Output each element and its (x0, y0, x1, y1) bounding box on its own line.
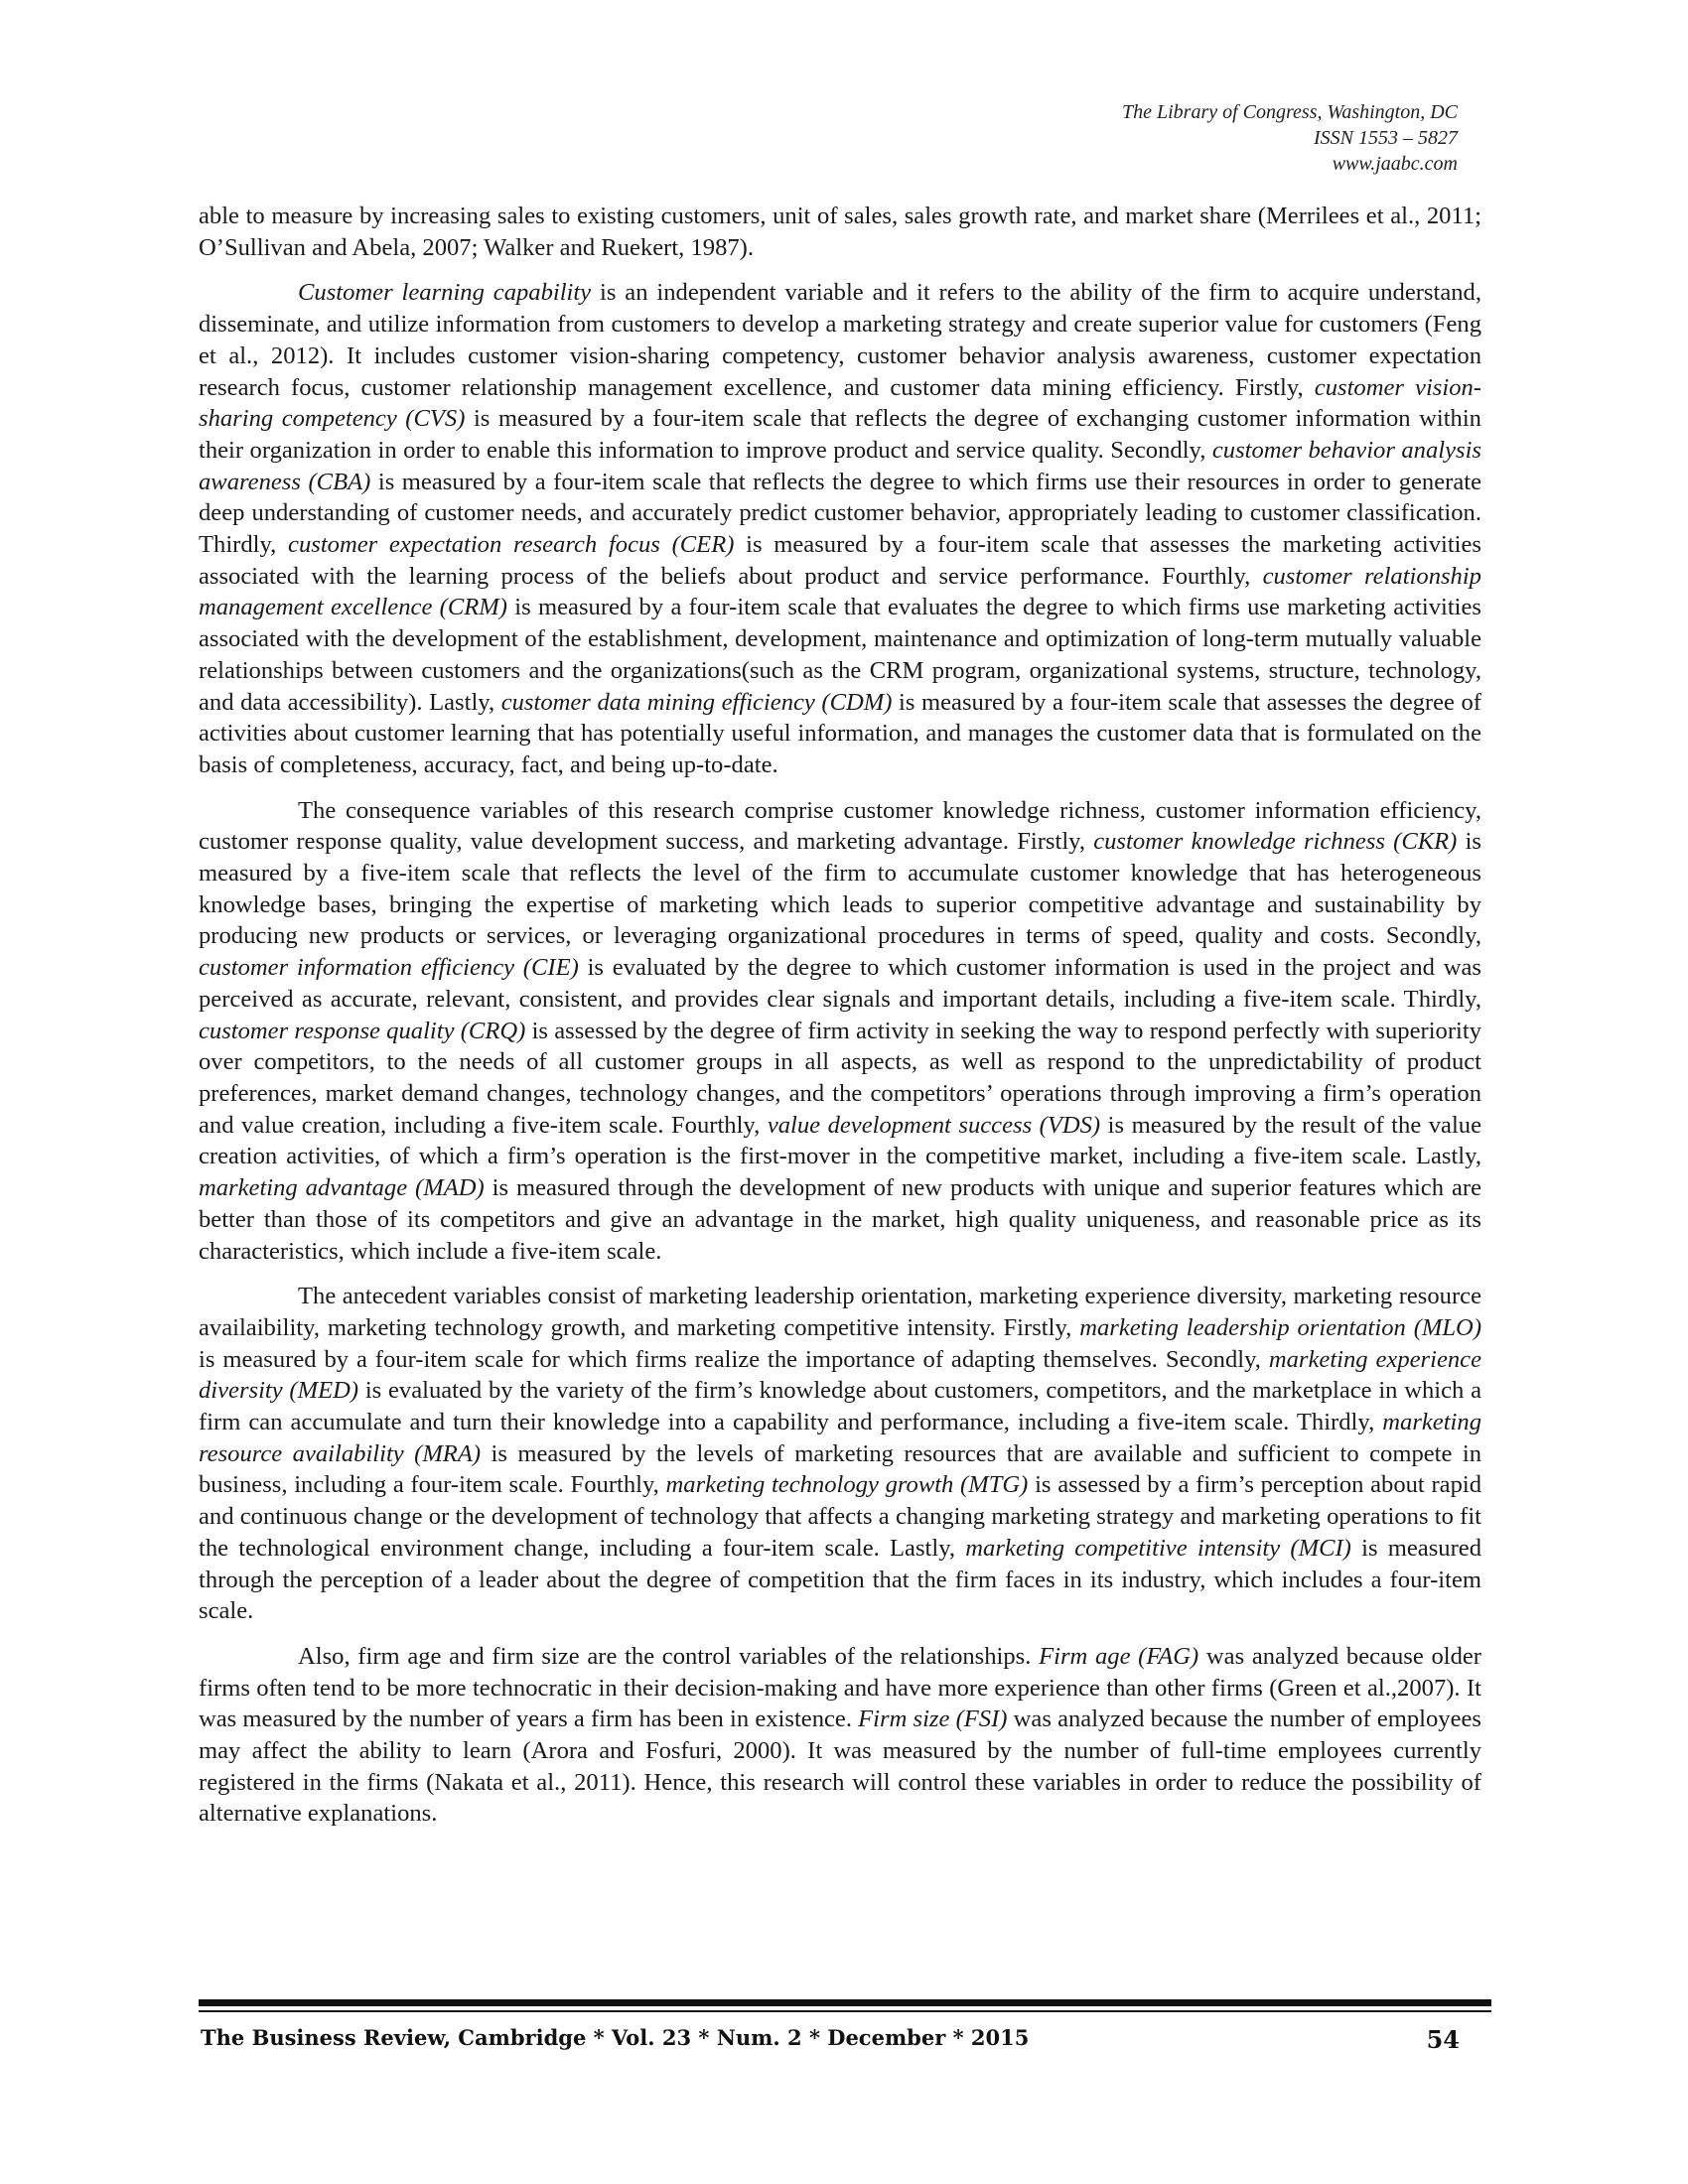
italic-term: Firm age (FAG) (1039, 1642, 1199, 1670)
page-header (1122, 99, 1458, 177)
header-website: www.jaabc.com (1332, 153, 1458, 175)
text-run: is evaluated by the degree to which customer information is used in the project and was perceived as accurate, relevant, consistent, and provides clear signals and important details, including a five-item scale. Thirdly, (199, 954, 1481, 1013)
italic-term: customer data mining efficiency (CDM) (500, 688, 893, 716)
footer-rule-thin (199, 2010, 1491, 2012)
italic-term: customer information efficiency (CIE) (199, 954, 579, 982)
text-run: is measured through the development of new products with unique and superior features which are better than those of its competitors and give an advantage in the market, high quality uniqueness, and reasonable price as its characteristics, which include a five-item scale. (199, 1174, 1481, 1265)
text-run: is assessed by a firm’s perception about rapid and continuous change or the development of technology that affects a changing marketing strategy and marketing operations to fit the technological environment change, including a four-item scale. Lastly, (199, 1471, 1481, 1562)
text-run: is an independent variable and it refers to the ability of the firm to acquire understand, disseminate, and utilize information from customers to develop a marketing strategy and create superior value for customers (Feng et al., 2012). It includes customer vision-sharing competency, customer behavior analysis awareness, customer expectation research focus, customer relationship management excellence, and customer data mining efficiency. Firstly, (199, 279, 1481, 401)
paragraph (199, 795, 1481, 1268)
text-run: is evaluated by the variety of the firm’s knowledge about customers, competitors, and the marketplace in which a firm can accumulate and turn their knowledge into a capability and performance, including a five-item scale. Thirdly, (199, 1377, 1481, 1436)
italic-term: value development success (VDS) (767, 1111, 1101, 1139)
page-number: 54 (1426, 2025, 1460, 2054)
paragraph (199, 201, 1481, 263)
text-run: is measured by a four-item scale that evaluates the degree to which firms use marketing activities associated with the development of the establishment, development, maintenance and optimization of long-term mutually valuable relationships between customers and the organizations(such as the CRM program, organizational systems, structure, technology, and data accessibility). Lastly, (199, 594, 1481, 716)
italic-term: Firm size (FSI) (858, 1706, 1008, 1733)
italic-term: customer expectation research focus (CER) (288, 531, 735, 559)
italic-term: customer relationship management excellence (CRM) (199, 562, 1481, 621)
italic-term: marketing competitive intensity (MCI) (965, 1534, 1351, 1562)
paragraph (199, 1281, 1481, 1627)
italic-term: customer response quality (CRQ) (199, 1017, 526, 1044)
italic-term: Customer learning capability (298, 279, 592, 307)
italic-term: marketing technology growth (MTG) (665, 1471, 1029, 1499)
text-run: is measured by a four-item scale that assesses the marketing activities associated with the learning process of the beliefs about product and service performance. Fourthly, (199, 531, 1482, 590)
text-run: was analyzed because older firms often tend to be more technocratic in their decision-making and have more experience than other firms (Green et al.,2007). It was measured by the number of years a firm has been in existence. (199, 1642, 1481, 1733)
text-run: is measured by a five-item scale that reflects the level of the firm to accumulate customer knowledge that has heterogeneous knowledge bases, bringing the expertise of marketing which leads to superior competitive advantage and sustainability by producing new products or services, or leveraging organizational procedures in terms of speed, quality and costs. Secondly, (199, 828, 1481, 950)
text-run: is assessed by the degree of firm activity in seeking the way to respond perfectly with superiority over competitors, to the needs of all customer groups in all aspects, as well as respond to the unpredictability of product preferences, market demand changes, technology changes, and the competitors’ operations through improving a firm’s operation and value creation, including a five-item scale. Fourthly, (199, 1017, 1481, 1139)
header-issn: ISSN 1553 – 5827 (1314, 127, 1458, 149)
italic-term: marketing resource availability (MRA) (199, 1409, 1481, 1467)
journal-citation: The Business Review, Cambridge * Vol. 23 * Num. 2 * December * 2015 (201, 2025, 1030, 2050)
italic-term: customer behavior analysis awareness (CBA) (199, 436, 1481, 495)
text-run: Also, firm age and firm size are the control variables of the relationships. (298, 1642, 1040, 1670)
text-run: is measured by the levels of marketing resources that are available and sufficient to compete in business, including a four-item scale. Fourthly, (199, 1439, 1481, 1499)
footer-rule-thick (199, 1999, 1491, 2006)
italic-term: marketing leadership orientation (MLO) (1079, 1313, 1482, 1341)
text-run: is measured through the perception of a leader about the degree of competition that the firm faces in its industry, which includes a four-item scale. (199, 1534, 1481, 1625)
text-run: able to measure by increasing sales to existing customers, unit of sales, sales growth rate, and market share (Merrilees et al., 2011; O’Sullivan and Abela, 2007; Walker and Ruekert, 1987). (199, 203, 1481, 261)
text-run: is measured by a four-item scale that assesses the degree of activities about customer learning that has potentially useful information, and manages the customer data that is formulated on the basis of completeness, accuracy, fact, and being up-to-date. (199, 688, 1481, 778)
italic-term: customer vision-sharing competency (CVS) (199, 373, 1481, 433)
header-library: The Library of Congress, Washington, DC (1121, 101, 1458, 123)
paragraph (199, 1641, 1481, 1830)
text-run: was analyzed because the number of employees may affect the ability to learn (Arora and Fosfuri, 2000). It was measured by the number of full-time employees currently registered in the firms (Nakata et al., 2011). Hence, this research will control these variables in order to reduce the possibility of alternative explanations. (199, 1706, 1482, 1828)
text-run: is measured by a four-item scale for which firms realize the importance of adapting themselves. Secondly, (199, 1345, 1269, 1373)
paragraph (199, 277, 1481, 780)
text-run: is measured by the result of the value creation activities, of which a firm’s operation is the first-mover in the competitive market, including a five-item scale. Lastly, (199, 1111, 1482, 1170)
text-run: The antecedent variables consist of marketing leadership orientation, marketing experience diversity, marketing resource availaibility, marketing technology growth, and marketing competitive intensity. Firstly, (199, 1283, 1481, 1341)
text-run: is measured by a four-item scale that reflects the degree of exchanging customer information within their organization in order to enable this information to improve product and service quality. Secondly, (199, 405, 1481, 464)
text-run: The consequence variables of this research comprise customer knowledge richness, customer information efficiency, customer response quality, value development success, and marketing advantage. Firstly, (199, 796, 1481, 856)
italic-term: customer knowledge richness (CKR) (1093, 828, 1458, 856)
text-run: is measured by a four-item scale that reflects the degree to which firms use their resources in order to generate deep understanding of customer needs, and accurately predict customer behavior, appropriately leading to customer classification. Thirdly, (199, 468, 1482, 559)
article-body (199, 201, 1481, 1843)
italic-term: marketing advantage (MAD) (199, 1174, 485, 1202)
italic-term: marketing experience diversity (MED) (199, 1345, 1481, 1405)
